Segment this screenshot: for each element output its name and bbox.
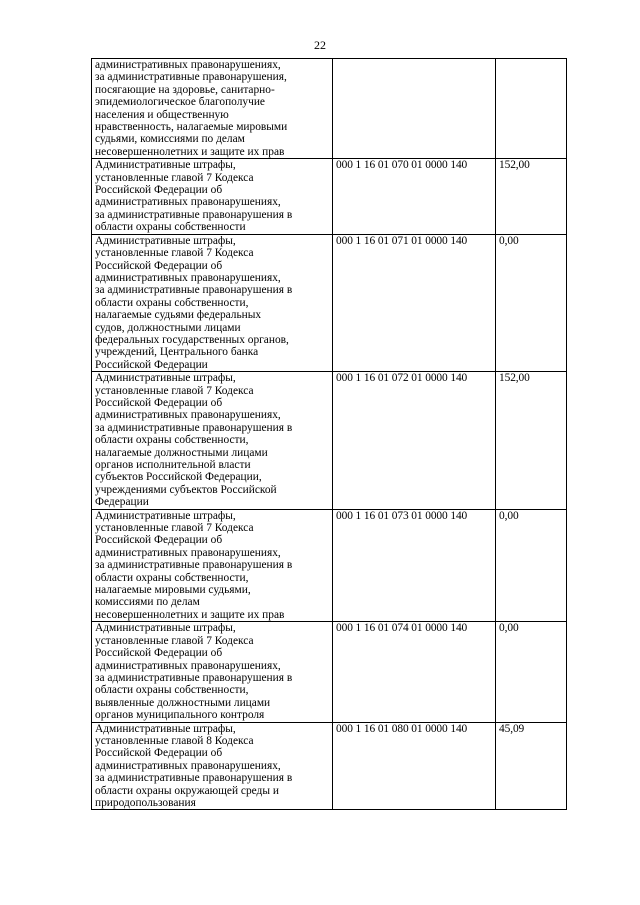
revenue-name-cell: административных правонарушениях, за административные правонарушения, посягающие на здоровье, санитарно- эпидемиологическое благополучие населения и общественную нравственность, налагаемые мировыми судьями, комиссиями по делам несовершеннолетних и защите их прав [92, 59, 333, 159]
revenue-code-cell: 000 1 16 01 073 01 0000 140 [333, 509, 496, 622]
table-row [92, 59, 567, 159]
revenue-sum-cell: 0,00 [496, 509, 567, 622]
revenue-code-cell [333, 59, 496, 159]
revenue-code-cell: 000 1 16 01 080 01 0000 140 [333, 722, 496, 810]
revenue-sum-cell: 45,09 [496, 722, 567, 810]
revenue-sum-cell: 152,00 [496, 372, 567, 509]
revenue-name-cell: Административные штрафы, установленные главой 7 Кодекса Российской Федерации об административных правонарушениях, за административные правонарушения в области охраны собственности, выявленные должностными лицами органов муниципального контроля [92, 622, 333, 722]
revenue-name-cell: Административные штрафы, установленные главой 7 Кодекса Российской Федерации об административных правонарушениях, за административные правонарушения в области охраны собственности [92, 159, 333, 234]
table-row [92, 372, 567, 509]
revenue-code-cell: 000 1 16 01 074 01 0000 140 [333, 622, 496, 722]
revenue-sum-cell: 152,00 [496, 159, 567, 234]
table-row [92, 722, 567, 810]
revenue-name-cell: Административные штрафы, установленные главой 7 Кодекса Российской Федерации об административных правонарушениях, за административные правонарушения в области охраны собственности, налагаемые должностными лицами органов исполнительной власти субъектов Российской Федерации, учреждениями субъектов Российской Федерации [92, 372, 333, 509]
page-number: 22 [314, 38, 326, 52]
revenue-sum-cell: 0,00 [496, 622, 567, 722]
revenue-name-cell: Административные штрафы, установленные главой 8 Кодекса Российской Федерации об административных правонарушениях, за административные правонарушения в области охраны окружающей среды и природопользования [92, 722, 333, 810]
table-row [92, 234, 567, 371]
revenue-name-cell: Административные штрафы, установленные главой 7 Кодекса Российской Федерации об административных правонарушениях, за административные правонарушения в области охраны собственности, налагаемые мировыми судьями, комиссиями по делам несовершеннолетних и защите их прав [92, 509, 333, 622]
revenue-code-cell: 000 1 16 01 070 01 0000 140 [333, 159, 496, 234]
table-row [92, 509, 567, 622]
revenue-sum-cell: 0,00 [496, 234, 567, 371]
revenue-sum-cell [496, 59, 567, 159]
table-row [92, 159, 567, 234]
revenue-name-cell: Административные штрафы, установленные главой 7 Кодекса Российской Федерации об административных правонарушениях, за административные правонарушения в области охраны собственности, налагаемые судьями федеральных судов, должностными лицами федеральных государственных органов, учреждений, Центрального банка Российской Федерации [92, 234, 333, 371]
table-row [92, 622, 567, 722]
revenue-table [91, 58, 567, 810]
revenue-code-cell: 000 1 16 01 071 01 0000 140 [333, 234, 496, 371]
revenue-code-cell: 000 1 16 01 072 01 0000 140 [333, 372, 496, 509]
